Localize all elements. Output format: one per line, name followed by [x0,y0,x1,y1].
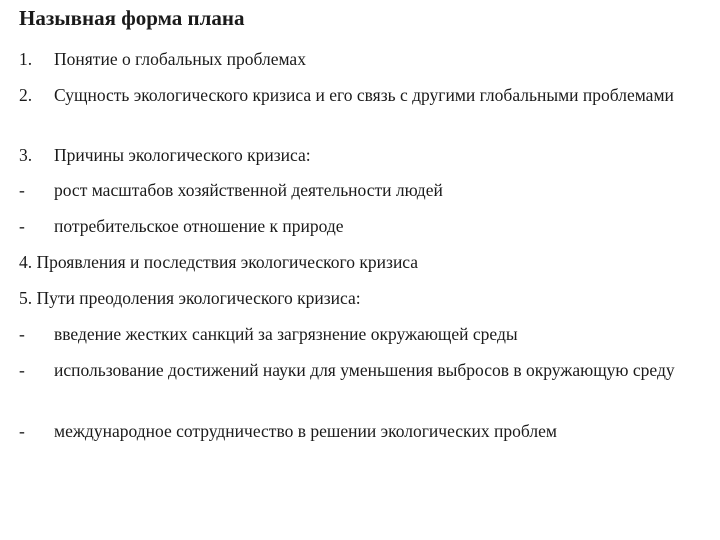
item-dash: - [19,360,25,380]
item-text: рост масштабов хозяйственной деятельности людей [54,180,443,200]
item-number: 1. [19,49,33,69]
item-text: Понятие о глобальных проблемах [54,49,306,69]
item-text: международное сотрудничество в решении экологических проблем [54,421,557,441]
item-number: 2. [19,85,33,105]
item-text: Причины экологического кризиса: [54,145,311,165]
item-text: использование достижений науки для уменьшения выбросов в окружающую среду [54,360,675,380]
item-dash: - [19,180,25,200]
item-dash: - [19,324,25,344]
document-title: Назывная форма плана [19,6,245,30]
item-text: 5. Пути преодоления экологического кризиса: [19,288,361,308]
item-text: потребительское отношение к природе [54,216,344,236]
item-text: 4. Проявления и последствия экологического кризиса [19,252,419,272]
item-text: введение жестких санкций за загрязнение окружающей среды [54,324,518,344]
item-dash: - [19,421,25,441]
item-dash: - [19,216,25,236]
item-number: 3. [19,145,33,165]
item-text: Сущность экологического кризиса и его связь с другими глобальными проблемами [54,85,674,105]
